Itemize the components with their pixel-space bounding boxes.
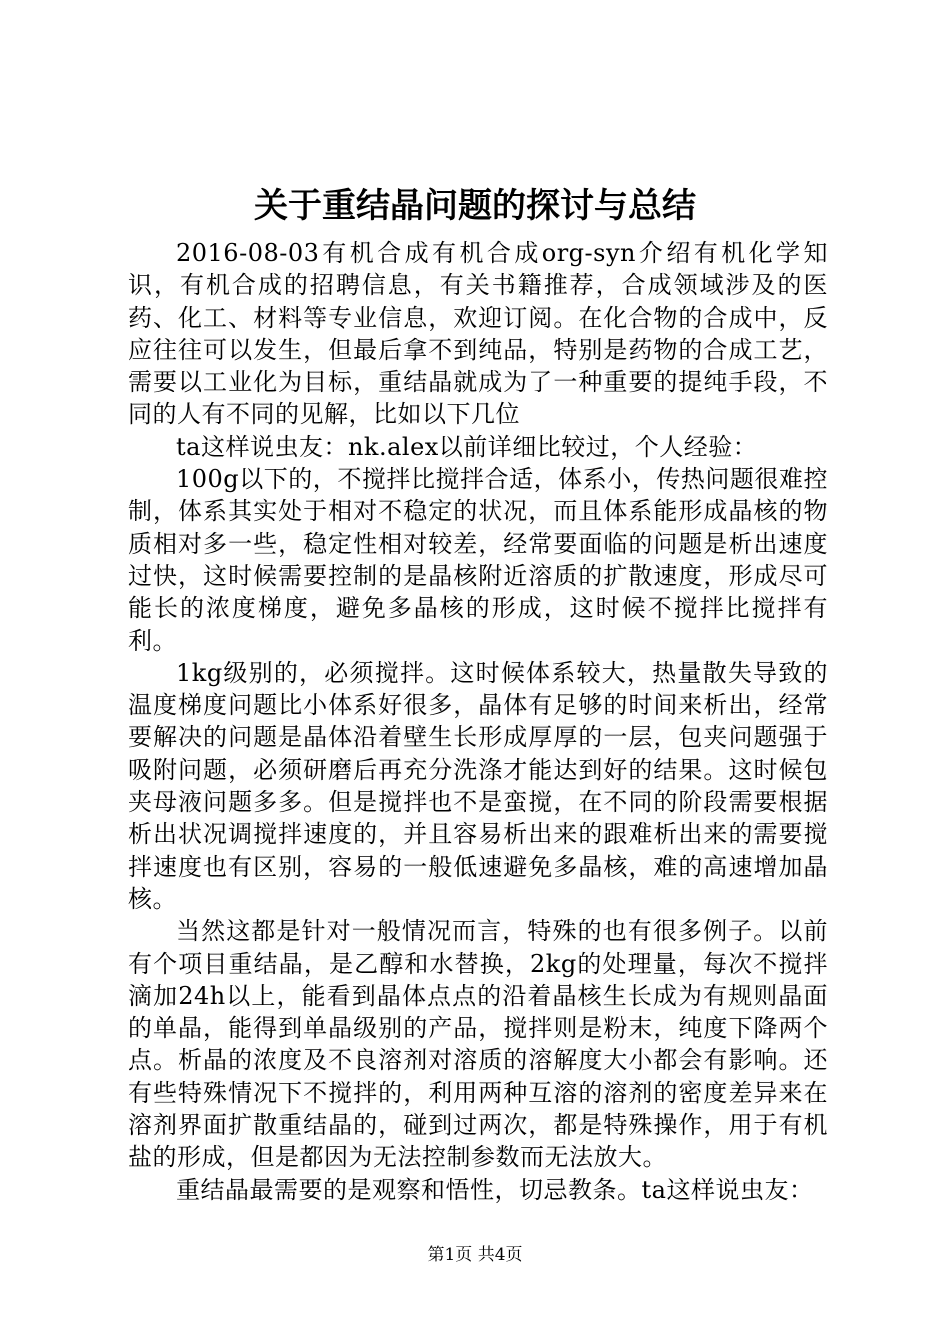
paragraph-special-cases: 当然这都是针对一般情况而言，特殊的也有很多例子。以前有个项目重结晶，是乙醇和水替换，2kg的处理量，每次不搅拌滴加24h以上，能看到晶体点点的沿着晶核生长成为有规则晶面的单晶，能得到单晶级别的产品，搅拌则是粉末，纯度下降两个点。析晶的浓度及不良溶剂对溶质的溶解度大小都会有影响。还有些特殊情况下不搅拌的，利用两种互溶的溶剂的密度差异来在溶剂界面扩散重结晶的，碰到过两次，都是特殊操作，用于有机盐的形成，但是都因为无法控制参数而无法放大。 (128, 917, 828, 1172)
document-body (128, 237, 828, 1206)
paragraph-conclusion: 重结晶最需要的是观察和悟性，切忌教条。ta这样说虫友： (176, 1175, 814, 1204)
paragraph-small-scale: 100g以下的，不搅拌比搅拌合适，体系小，传热问题很难控制，体系其实处于相对不稳定的状况，而且体系能形成晶核的物质相对多一些，稳定性相对较差，经常要面临的问题是析出速度过快，这时候需要控制的是晶核附近溶质的扩散速度，形成尽可能长的浓度梯度，避免多晶核的形成，这时候不搅拌比搅拌有利。 (128, 465, 828, 655)
page-number-footer: 第1页 共4页 (427, 1245, 523, 1265)
paragraph-quote-source: ta这样说虫友：nk.alex以前详细比较过，个人经验： (176, 432, 758, 461)
paragraph-intro: 2016-08-03有机合成有机合成org-syn介绍有机化学知识，有机合成的招聘信息，有关书籍推荐，合成领域涉及的医药、化工、材料等专业信息，欢迎订阅。在化合物的合成中，反应往往可以发生，但最后拿不到纯品，特别是药物的合成工艺，需要以工业化为目标，重结晶就成为了一种重要的提纯手段，不同的人有不同的见解，比如以下几位 (128, 239, 828, 429)
paragraph-kg-scale: 1kg级别的，必须搅拌。这时候体系较大，热量散失导致的温度梯度问题比小体系好很多，晶体有足够的时间来析出，经常要解决的问题是晶体沿着壁生长形成厚厚的一层，包夹问题强于吸附问题，必须研磨后再充分洗涤才能达到好的结果。这时候包夹母液问题多多。但是搅拌也不是蛮搅，在不同的阶段需要根据析出状况调搅拌速度的，并且容易析出来的跟难析出来的需要搅拌速度也有区别，容易的一般低速避免多晶核，难的高速增加晶核。 (128, 658, 828, 913)
document-title: 关于重结晶问题的探讨与总结 (254, 186, 696, 226)
